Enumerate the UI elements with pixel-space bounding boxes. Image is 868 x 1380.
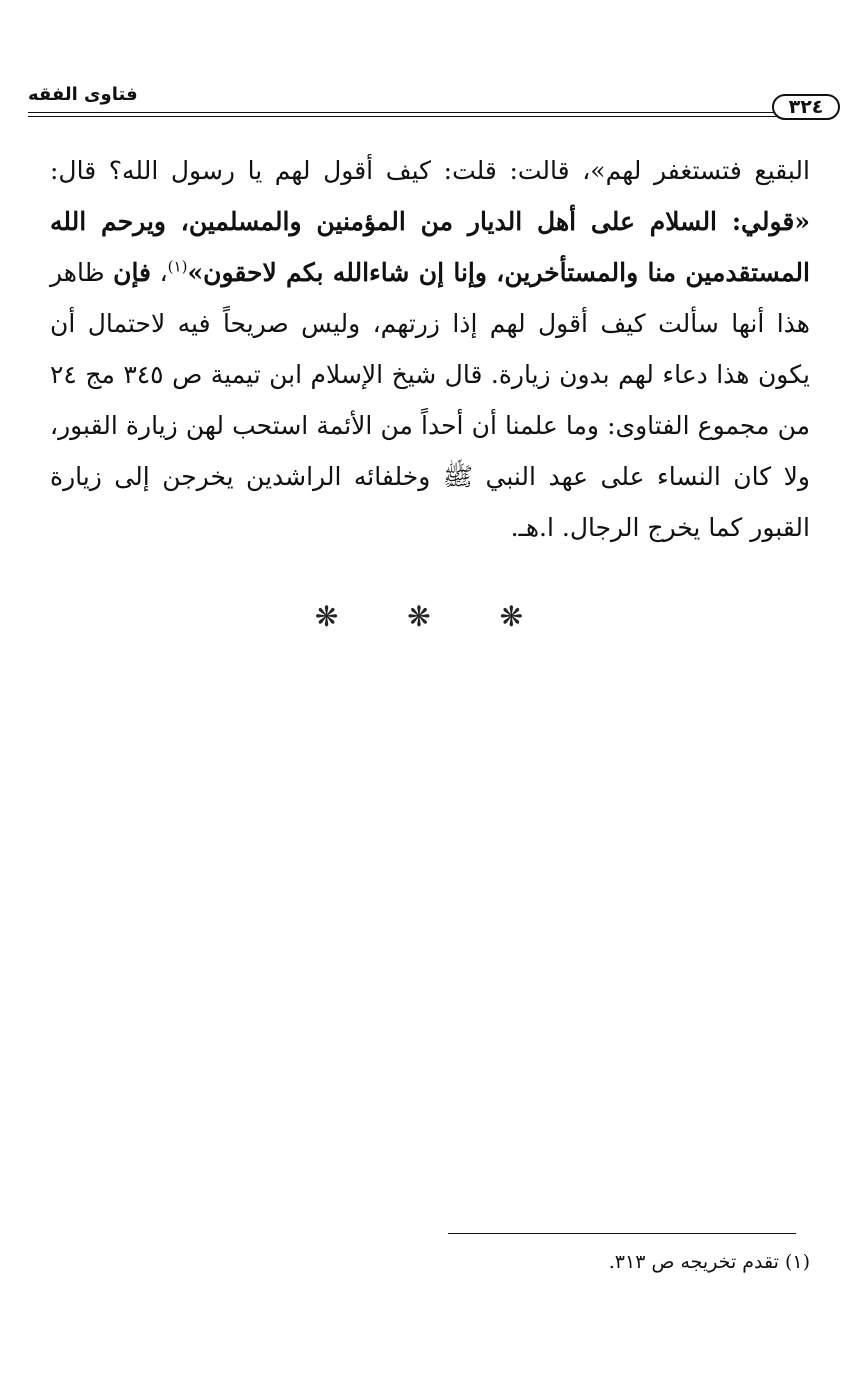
section-separator: ❋ ❋ ❋ — [314, 600, 554, 633]
prayer-quote: «قولي: السلام على أهل الديار من المؤمنين والمسلمين، ويرحم الله المستقدمين منا والمستأخرين، وإنا إن شاءالله بكم لاحقون» — [50, 207, 810, 287]
page-header — [28, 82, 840, 122]
body-segment-4: فإن — [113, 258, 152, 287]
footnote-rule — [448, 1233, 796, 1234]
main-paragraph — [50, 145, 810, 553]
body-segment-3: ، — [151, 258, 168, 287]
body-segment-5: ظاهر هذا أنها سألت كيف أقول لهم إذا زرتهم، وليس صريحاً فيه لاحتمال أن يكون هذا دعاء لهم بدون زيارة. قال شيخ الإسلام ابن تيمية ص ٣٤٥ مج ٢٤ من مجموع الفتاوى: وما علمنا أن أحداً من الأئمة استحب لهن زيارة القبور، ولا كان النساء على عهد النبي ﷺ وخلفائه الراشدين يخرجن إلى زيارة القبور كما يخرج الرجال. ا.هـ. — [50, 258, 810, 542]
body-segment-1: البقيع فتستغفر لهم»، قالت: قلت: كيف أقول لهم يا رسول الله؟ قال: — [50, 156, 810, 185]
book-title: فتاوى الفقه — [28, 84, 138, 105]
page-number: ٣٢٤ — [772, 94, 840, 120]
footnote: (١) تقدم تخريجه ص ٣١٣. — [608, 1251, 810, 1273]
footnote-reference: (١) — [167, 257, 188, 276]
header-rule — [28, 112, 780, 117]
